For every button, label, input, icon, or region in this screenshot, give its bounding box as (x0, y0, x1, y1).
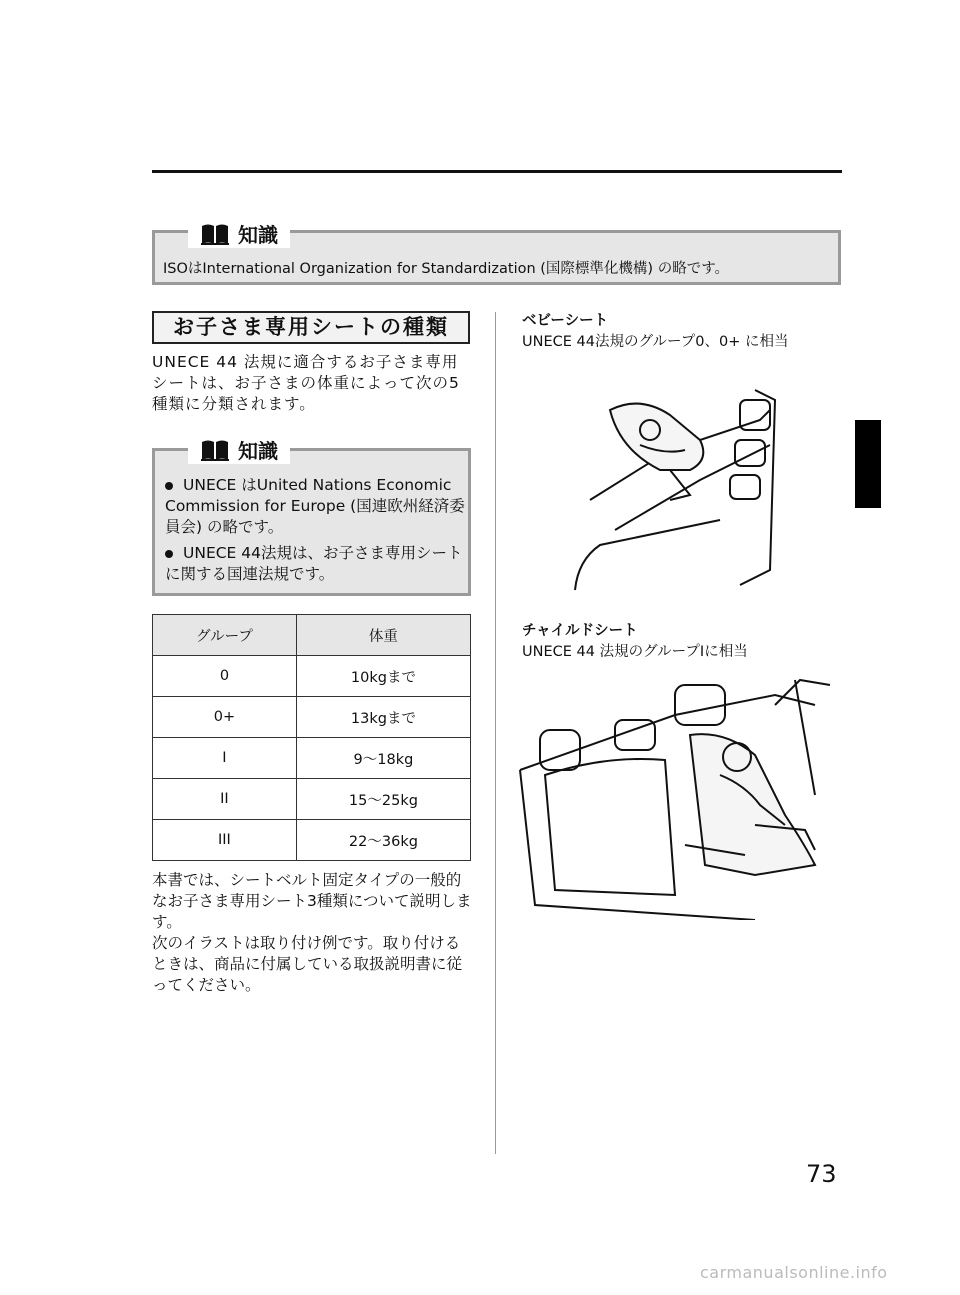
intro-text: UNECE 44 法規に適合するお子さま専用シートは、お子さまの体重によって次の5種類に分類されます。 (152, 353, 460, 413)
table-row (153, 820, 471, 861)
note-text: ISOはInternational Organization for Standardization (国際標準化機構) の略です。 (163, 261, 730, 277)
book-icon (200, 438, 230, 462)
group-cell: I (153, 738, 297, 779)
weight-cell: 22～36kg (296, 820, 470, 861)
table-row (153, 738, 471, 779)
baby-seat-title: ベビーシート (522, 313, 609, 329)
table-row (153, 779, 471, 820)
table-row (153, 697, 471, 738)
baby-seat-desc: UNECE 44法規のグループ0、0+ に相当 (522, 334, 789, 350)
note-bullet-text: UNECE はUnited Nations Economic Commission for Europe (国連欧州経済委員会) の略です。 (165, 476, 465, 536)
header-group: グループ (153, 615, 297, 656)
weight-cell: 13kgまで (296, 697, 470, 738)
installation-note: 次のイラストは取り付け例です。取り付けるときは、商品に付属している取扱説明書に従ってください。 (152, 934, 463, 994)
note-bullet-text: UNECE 44法規は、お子さま専用シートに関する国連法規です。 (165, 544, 463, 583)
bullet-icon (165, 482, 173, 490)
book-icon (200, 222, 230, 246)
note-title: 知識 (238, 223, 278, 247)
page-number: 73 (806, 1160, 837, 1188)
weight-group-table (152, 614, 471, 861)
note-header-2 (188, 435, 290, 464)
note-bullet-item (165, 475, 465, 538)
watermark: carmanualsonline.info (700, 1263, 888, 1282)
column-divider (495, 312, 496, 1154)
header-weight: 体重 (296, 615, 470, 656)
info-note-box-2 (152, 448, 471, 596)
top-rule (152, 170, 842, 173)
note-title: 知識 (238, 439, 278, 463)
child-seat-title: チャイルドシート (522, 623, 638, 639)
table-header-row (153, 615, 471, 656)
section-title: お子さま専用シートの種類 (152, 311, 470, 344)
child-seat-illustration (515, 675, 835, 920)
group-cell: II (153, 779, 297, 820)
chapter-tab (855, 420, 881, 508)
child-seat-desc: UNECE 44 法規のグループIに相当 (522, 644, 748, 660)
group-cell: III (153, 820, 297, 861)
weight-cell: 10kgまで (296, 656, 470, 697)
bullet-icon (165, 550, 173, 558)
group-cell: 0+ (153, 697, 297, 738)
explanation-text: 本書では、シートベルト固定タイプの一般的なお子さま専用シート3種類について説明します。 (152, 871, 472, 931)
table-row (153, 656, 471, 697)
baby-seat-illustration (570, 370, 800, 595)
group-cell: 0 (153, 656, 297, 697)
weight-cell: 15～25kg (296, 779, 470, 820)
weight-cell: 9～18kg (296, 738, 470, 779)
note-header (188, 219, 290, 248)
note-bullet-item (165, 543, 465, 585)
